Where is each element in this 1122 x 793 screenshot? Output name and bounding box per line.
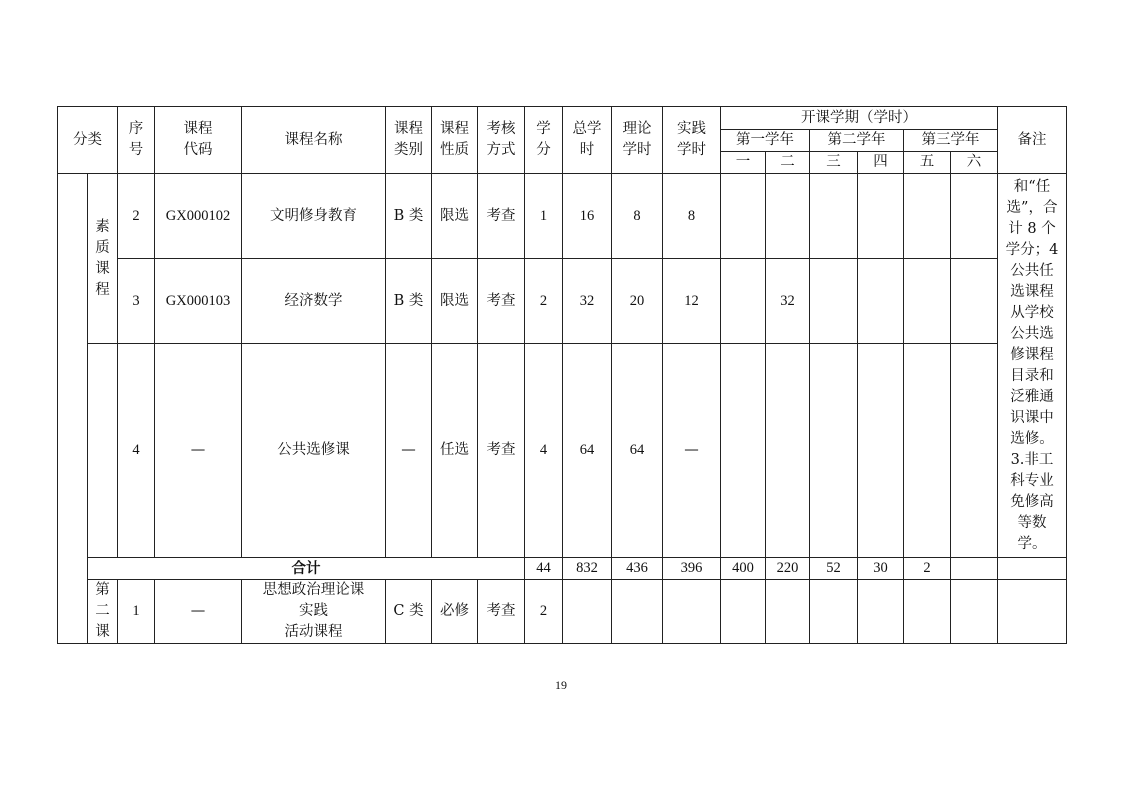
cell-term-4 xyxy=(858,174,904,259)
header-year-2: 第二学年 xyxy=(810,130,904,152)
cell-practice: 8 xyxy=(663,174,721,259)
cell-seq: 1 xyxy=(118,580,155,644)
header-category: 分类 xyxy=(58,107,118,174)
cell-credit: 2 xyxy=(525,259,563,344)
total-theory: 436 xyxy=(612,558,663,580)
cell-term-5 xyxy=(904,259,951,344)
cell-term-6 xyxy=(951,344,998,558)
page-number: 19 xyxy=(555,678,567,692)
cell-term-1 xyxy=(721,259,766,344)
total-term-1: 400 xyxy=(721,558,766,580)
course-plan-table xyxy=(57,106,1067,644)
header-code: 课程 代码 xyxy=(155,107,242,174)
cell-seq: 2 xyxy=(118,174,155,259)
header-term-5: 五 xyxy=(904,152,951,174)
remark-note: 和“任 选”，合 计 8 个 学分；4 公共任 选课程 从学校 公共选 修课程 目录和 泛雅通 识课中 选修。 3.非工 科专业 免修高 等数 学。 xyxy=(998,174,1067,558)
header-year-3: 第三学年 xyxy=(904,130,998,152)
cell-seq: 4 xyxy=(118,344,155,558)
cell-assess: 考查 xyxy=(478,344,525,558)
cell-code: GX000102 xyxy=(155,174,242,259)
cell-nature: 必修 xyxy=(432,580,478,644)
cell-term-1 xyxy=(721,344,766,558)
section-label-second: 第 二 课 xyxy=(88,580,118,644)
cell-credit: 1 xyxy=(525,174,563,259)
total-term-5: 2 xyxy=(904,558,951,580)
cell-code: — xyxy=(155,580,242,644)
cell-term-5 xyxy=(904,344,951,558)
cell-term-2: 32 xyxy=(766,259,810,344)
cell-practice: 12 xyxy=(663,259,721,344)
total-remark xyxy=(998,558,1067,580)
cell-term-4 xyxy=(858,580,904,644)
cell-assess: 考查 xyxy=(478,580,525,644)
cell-term-6 xyxy=(951,259,998,344)
total-label: 合计 xyxy=(88,558,525,580)
header-term-6: 六 xyxy=(951,152,998,174)
total-term-6 xyxy=(951,558,998,580)
cell-theory: 64 xyxy=(612,344,663,558)
total-row xyxy=(58,558,1067,580)
header-nature: 课程 性质 xyxy=(432,107,478,174)
cell-total xyxy=(563,580,612,644)
header-year-1: 第一学年 xyxy=(721,130,810,152)
cell-assess: 考查 xyxy=(478,259,525,344)
cell-credit: 4 xyxy=(525,344,563,558)
header-assess: 考核 方式 xyxy=(478,107,525,174)
cell-term-2 xyxy=(766,344,810,558)
cell-theory: 20 xyxy=(612,259,663,344)
cell-name: 思想政治理论课 实践 活动课程 xyxy=(242,580,386,644)
cell-type: B 类 xyxy=(386,259,432,344)
cell-term-2 xyxy=(766,174,810,259)
cell-type: — xyxy=(386,344,432,558)
header-type: 课程 类别 xyxy=(386,107,432,174)
total-practice: 396 xyxy=(663,558,721,580)
cell-term-3 xyxy=(810,580,858,644)
total-term-4: 30 xyxy=(858,558,904,580)
cell-practice xyxy=(663,580,721,644)
cell-total: 32 xyxy=(563,259,612,344)
total-term-3: 52 xyxy=(810,558,858,580)
cell-total: 16 xyxy=(563,174,612,259)
cell-term-2 xyxy=(766,580,810,644)
header-practice-hours: 实践 学时 xyxy=(663,107,721,174)
header-term-1: 一 xyxy=(721,152,766,174)
cell-nature: 限选 xyxy=(432,174,478,259)
cell-remark xyxy=(998,580,1067,644)
section-label-quality: 素 质 课 程 xyxy=(88,174,118,344)
table-row xyxy=(58,259,1067,344)
cell-theory xyxy=(612,580,663,644)
total-credit: 44 xyxy=(525,558,563,580)
cell-nature: 限选 xyxy=(432,259,478,344)
cell-term-3 xyxy=(810,344,858,558)
total-hours: 832 xyxy=(563,558,612,580)
cell-code: GX000103 xyxy=(155,259,242,344)
header-name: 课程名称 xyxy=(242,107,386,174)
cell-code: — xyxy=(155,344,242,558)
cell-credit: 2 xyxy=(525,580,563,644)
cell-term-5 xyxy=(904,580,951,644)
table-row xyxy=(58,344,1067,558)
header-remark: 备注 xyxy=(998,107,1067,174)
cell-type: C 类 xyxy=(386,580,432,644)
cell-term-4 xyxy=(858,259,904,344)
table-row xyxy=(58,580,1067,644)
header-term-4: 四 xyxy=(858,152,904,174)
section-label-blank xyxy=(88,344,118,558)
cell-practice: — xyxy=(663,344,721,558)
cell-term-4 xyxy=(858,344,904,558)
cell-term-3 xyxy=(810,259,858,344)
header-credit: 学 分 xyxy=(525,107,563,174)
cell-name: 经济数学 xyxy=(242,259,386,344)
cell-total: 64 xyxy=(563,344,612,558)
total-term-2: 220 xyxy=(766,558,810,580)
cell-term-1 xyxy=(721,174,766,259)
cell-term-5 xyxy=(904,174,951,259)
header-term-title: 开课学期（学时） xyxy=(721,107,998,130)
cell-seq: 3 xyxy=(118,259,155,344)
cell-term-3 xyxy=(810,174,858,259)
cell-term-6 xyxy=(951,174,998,259)
header-term-2: 二 xyxy=(766,152,810,174)
cell-assess: 考查 xyxy=(478,174,525,259)
header-term-3: 三 xyxy=(810,152,858,174)
header-total-hours: 总学 时 xyxy=(563,107,612,174)
cell-name: 公共选修课 xyxy=(242,344,386,558)
cell-term-1 xyxy=(721,580,766,644)
cell-theory: 8 xyxy=(612,174,663,259)
header-seq: 序 号 xyxy=(118,107,155,174)
category-cell xyxy=(58,174,88,644)
cell-name: 文明修身教育 xyxy=(242,174,386,259)
table-row xyxy=(58,174,1067,259)
cell-type: B 类 xyxy=(386,174,432,259)
header-theory-hours: 理论 学时 xyxy=(612,107,663,174)
cell-term-6 xyxy=(951,580,998,644)
cell-nature: 任选 xyxy=(432,344,478,558)
